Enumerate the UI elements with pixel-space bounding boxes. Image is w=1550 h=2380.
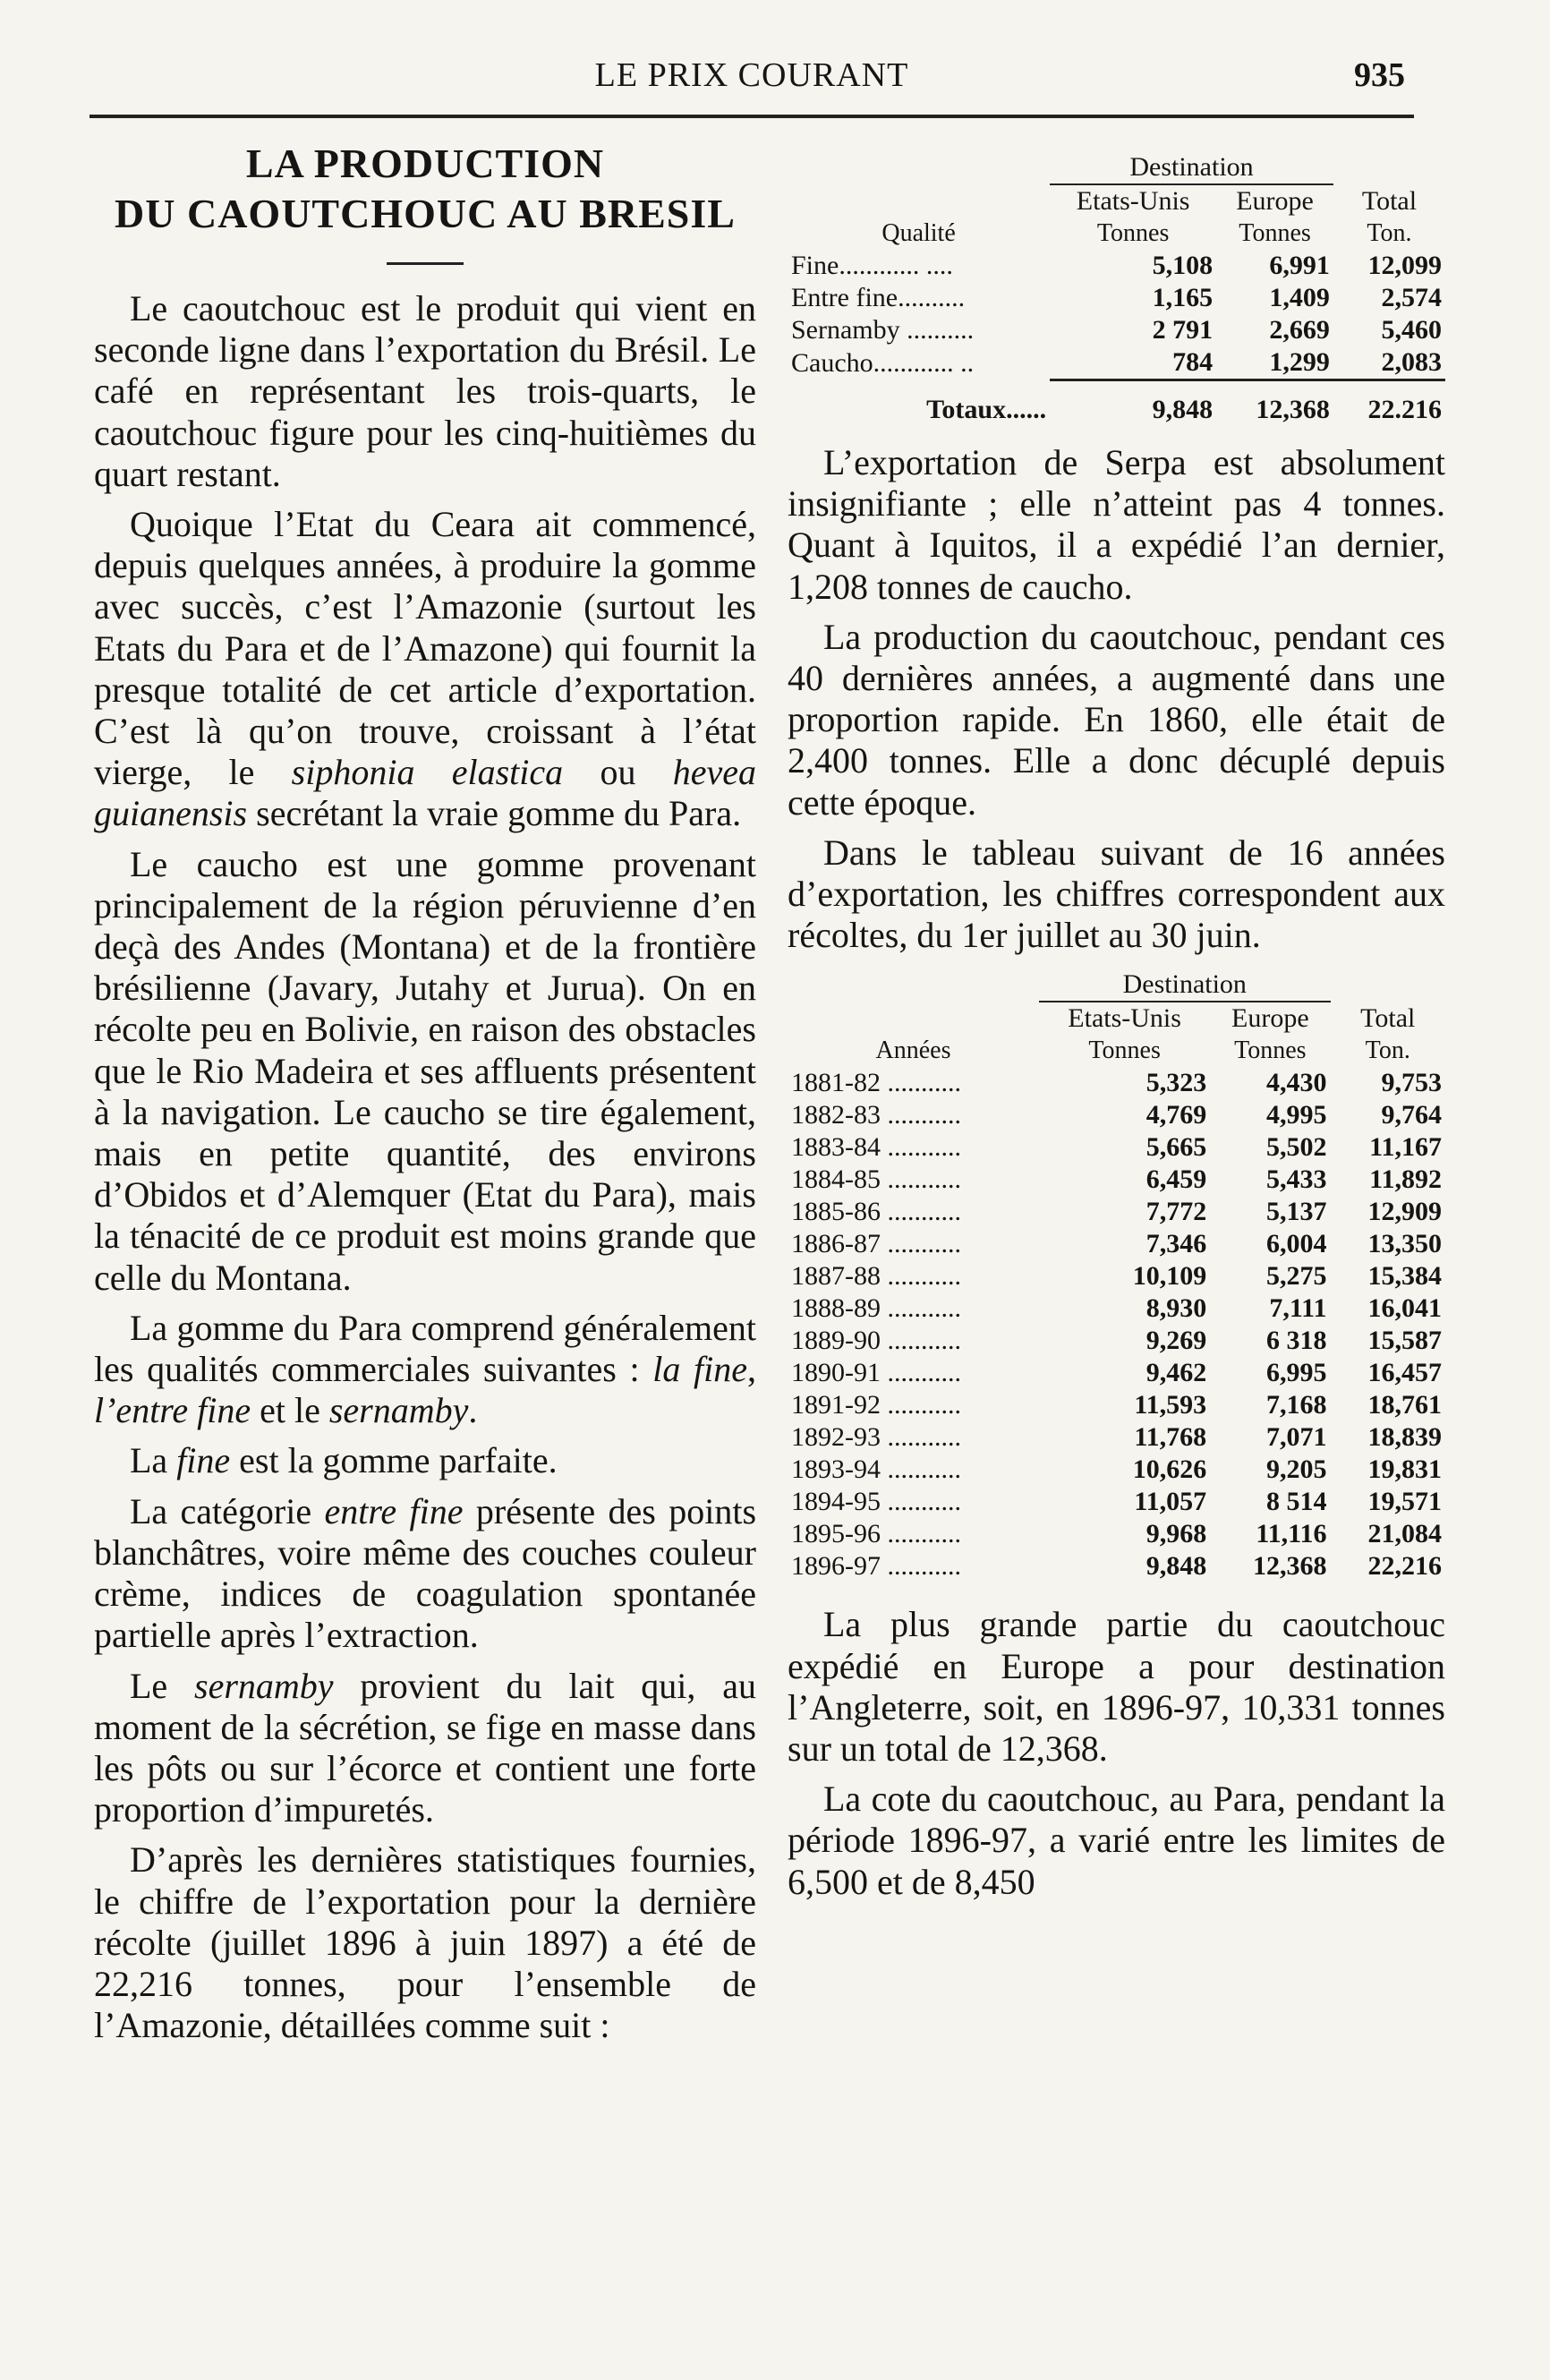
col-header-total: Total: [1361, 185, 1418, 216]
cell-total: 16,041: [1367, 1293, 1442, 1324]
cell-total: 12,099: [1367, 251, 1442, 280]
cell-us: 784: [1172, 347, 1214, 377]
cell-us: 10,626: [1132, 1454, 1207, 1485]
cell-us: 9,269: [1145, 1326, 1207, 1356]
table-row: [788, 250, 1445, 282]
paragraph-4-text-c: et le: [251, 1390, 329, 1431]
cell-us: 9,968: [1145, 1519, 1207, 1549]
paragraph-6-italic: entre fine: [324, 1490, 464, 1531]
row-label: 1893-94 ...........: [791, 1454, 961, 1485]
cell-us: 7,346: [1145, 1229, 1207, 1259]
cell-us: 5,665: [1145, 1132, 1207, 1163]
cell-us: 11,057: [1134, 1487, 1207, 1517]
cell-europe: 5,275: [1266, 1261, 1327, 1292]
row-label: 1892-93 ...........: [791, 1422, 961, 1453]
paragraph-4-italic-3: sernamby: [328, 1390, 469, 1431]
col-header-us: Etats-Unis: [1050, 184, 1216, 218]
cell-total: 16,457: [1367, 1358, 1442, 1388]
cell-europe: 6,004: [1266, 1229, 1327, 1259]
table-rule: [788, 380, 1445, 388]
unit-us: Tonnes: [1088, 1036, 1161, 1065]
row-label: 1896-97 ...........: [791, 1551, 961, 1582]
table-row: [788, 1067, 1445, 1099]
yearly-export-table: [788, 968, 1445, 1582]
cell-total: 21,084: [1367, 1519, 1442, 1549]
cell-europe: 2,669: [1269, 315, 1330, 345]
cell-europe: 8 514: [1266, 1487, 1327, 1517]
table-row: [788, 1164, 1445, 1196]
paragraph-4-text-b: ,: [747, 1349, 757, 1390]
row-label: Sernamby ..........: [791, 315, 975, 345]
paragraph-2-text-c: secrétant la vraie gomme du Para.: [247, 793, 742, 834]
cell-europe: 1,299: [1269, 347, 1330, 377]
cell-us: 10,109: [1132, 1261, 1207, 1292]
title-rule: [387, 262, 464, 265]
cell-europe: 5,433: [1266, 1164, 1327, 1195]
row-label: 1890-91 ...........: [791, 1358, 961, 1388]
paragraph-12: La plus grande partie du caoutchouc expédié en Europe a pour destination l’Angleterre, soit, en 1896-97, 10,331 tonnes sur un total de 12,368.: [788, 1604, 1445, 1770]
paragraph-5-italic: fine: [176, 1440, 231, 1481]
article-title-line-1: LA PRODUCTION: [245, 141, 605, 186]
col-header-europe: Europe: [1216, 184, 1333, 218]
row-label: 1885-86 ...........: [791, 1197, 961, 1227]
unit-europe: Tonnes: [1234, 1036, 1307, 1065]
cell-us: 8,930: [1145, 1293, 1207, 1324]
table-units-row: [788, 218, 1445, 250]
cell-total: 9,764: [1381, 1100, 1442, 1130]
row-label: Entre fine..........: [791, 283, 966, 312]
cell-us: 11,768: [1134, 1422, 1207, 1453]
paragraph-2-text-a: Quoique l’Etat du Ceara ait commencé, depuis quelques années, à produire la gomme avec succès, c’est l’Amazonie (surtout les Etats du Para et de l’Amazone) qui fournit la presque totalité de cet article d’exportation. C’est là qu’on trouve, croissant à l’état vierge, le: [94, 504, 756, 793]
paragraph-7: [94, 1666, 756, 1831]
table-caption-row: [788, 151, 1445, 184]
unit-total: Ton.: [1365, 1036, 1410, 1065]
paragraph-8: D’après les dernières statistiques fournies, le chiffre de l’exportation pour la dernière récolte (juillet 1896 à juin 1897) a été de 22,216 tonnes, pour l’ensemble de l’Amazonie, détaillées comme suit :: [94, 1839, 756, 2046]
cell-total: 19,571: [1367, 1487, 1442, 1517]
table-row: [788, 1389, 1445, 1421]
row-label: 1881-82 ...........: [791, 1068, 961, 1098]
cell-europe: 6 318: [1266, 1326, 1327, 1356]
paragraph-4-italic-1: la fine: [652, 1349, 748, 1390]
paragraph-6: [94, 1491, 756, 1657]
row-label: 1888-89 ...........: [791, 1293, 961, 1324]
cell-us: 6,459: [1145, 1164, 1207, 1195]
cell-europe: 4,430: [1266, 1068, 1327, 1098]
paragraph-5: [94, 1440, 756, 1481]
cell-total: 2,574: [1381, 283, 1442, 312]
article-title: [94, 139, 756, 239]
totals-label: Totaux......: [926, 395, 1047, 424]
cell-total: 11,892: [1369, 1164, 1442, 1195]
unit-us: Tonnes: [1096, 219, 1170, 247]
paragraph-2-text-b: ou: [563, 752, 673, 793]
cell-us: 9,848: [1145, 1551, 1207, 1582]
left-column: [94, 139, 756, 2046]
totals-us: 9,848: [1152, 395, 1214, 424]
paragraph-11: Dans le tableau suivant de 16 années d’exportation, les chiffres correspondent aux récoltes, du 1er juillet au 30 juin.: [788, 832, 1445, 956]
table-row: [788, 1099, 1445, 1131]
cell-europe: 6,995: [1266, 1358, 1327, 1388]
row-label: 1884-85 ...........: [791, 1164, 961, 1195]
table-row: [788, 1260, 1445, 1292]
destination-caption: Destination: [1122, 969, 1247, 1000]
table-row: [788, 1196, 1445, 1228]
cell-total: 19,831: [1367, 1454, 1442, 1485]
table-row: [788, 1228, 1445, 1260]
row-label: 1891-92 ...........: [791, 1390, 961, 1420]
cell-total: 18,839: [1367, 1422, 1442, 1453]
page-number: 935: [1354, 56, 1405, 94]
totals-europe: 12,368: [1256, 395, 1330, 424]
paragraph-5-text-a: La: [130, 1440, 177, 1481]
paragraph-3: Le caucho est une gomme provenant principalement de la région péruvienne d’en deçà des Andes (Montana) et de la frontière brésilienne (Javary, Jutahy et Jurua). On en récolte peu en Bolivie, en raison des obstacles que le Rio Madeira et ses affluents présentent à la navigation. Le caucho se tire également, mais en petite quantité, des environs d’Obidos et d’Alemquer (Etat du Para), mais la ténacité de ce produit est moins grande que celle du Montana.: [94, 843, 756, 1298]
table-row: [788, 1131, 1445, 1164]
row-label: 1882-83 ...........: [791, 1100, 961, 1130]
table-row: [788, 1454, 1445, 1486]
paragraph-4-text-a: La gomme du Para comprend généralement les qualités commerciales suivantes :: [94, 1307, 756, 1390]
cell-europe: 12,368: [1253, 1551, 1327, 1582]
table-row: [788, 282, 1445, 314]
paragraph-10: La production du caoutchouc, pendant ces 40 dernières années, a augmenté dans une proportion rapide. En 1860, elle était de 2,400 tonnes. Elle a donc décuplé depuis cette époque.: [788, 616, 1445, 823]
table-units-row: [788, 1035, 1445, 1067]
row-label: 1886-87 ...........: [791, 1229, 961, 1259]
paragraph-5-text-b: est la gomme parfaite.: [230, 1440, 558, 1481]
cell-europe: 11,116: [1256, 1519, 1327, 1549]
cell-total: 2,083: [1381, 347, 1442, 377]
row-header-quality: Qualité: [881, 219, 956, 247]
cell-europe: 7,168: [1266, 1390, 1327, 1420]
row-label: Fine............ ....: [791, 251, 953, 280]
cell-total: 9,753: [1381, 1068, 1442, 1098]
header-rule: [89, 115, 1414, 118]
paragraph-6-text-a: La catégorie: [130, 1490, 325, 1531]
cell-total: 13,350: [1367, 1229, 1442, 1259]
paragraph-2-italic-1: siphonia elastica: [291, 752, 564, 793]
paragraph-7-text-b: provient du lait qui, au moment de la sécrétion, se fige en masse dans les pôts ou sur l’écorce et contient une forte proportion d’impuretés.: [94, 1665, 757, 1830]
table-header-row: [788, 1002, 1445, 1035]
unit-total: Ton.: [1367, 219, 1412, 247]
row-header-years: Années: [875, 1036, 951, 1065]
cell-europe: 6,991: [1269, 251, 1330, 280]
cell-europe: 5,502: [1266, 1132, 1327, 1163]
row-label: 1894-95 ...........: [791, 1487, 961, 1517]
destination-caption: Destination: [1129, 152, 1254, 182]
cell-europe: 7,071: [1266, 1422, 1327, 1453]
cell-us: 11,593: [1134, 1390, 1207, 1420]
totals-total: 22.216: [1367, 395, 1442, 424]
article-title-line-2: DU CAOUTCHOUC AU BRESIL: [115, 191, 736, 236]
table-row: [788, 1421, 1445, 1454]
cell-total: 11,167: [1369, 1132, 1442, 1163]
cell-us: 7,772: [1145, 1197, 1207, 1227]
paragraph-1: Le caoutchouc est le produit qui vient en seconde ligne dans l’exportation du Brésil. Le café en représentant les trois-quarts, le caoutchouc figure pour les cinq-huitièmes du quart restant.: [94, 288, 756, 494]
cell-europe: 1,409: [1269, 283, 1330, 312]
cell-total: 18,761: [1367, 1390, 1442, 1420]
right-column: [788, 139, 1445, 1903]
col-header-europe: Europe: [1210, 1002, 1330, 1035]
paragraph-13: La cote du caoutchouc, au Para, pendant la période 1896-97, a varié entre les limites de 6,500 et de 8,450: [788, 1779, 1445, 1902]
row-label: 1895-96 ...........: [791, 1519, 961, 1549]
quality-table: [788, 151, 1445, 426]
paragraph-4-italic-2: l’entre fine: [94, 1390, 251, 1431]
table-row: [788, 346, 1445, 380]
paragraph-9: L’exportation de Serpa est absolument insignifiante ; elle n’atteint pas 4 tonnes. Quant à Iquitos, il a expédié l’an dernier, 1,208 tonnes de caucho.: [788, 442, 1445, 607]
cell-us: 2 791: [1152, 315, 1214, 345]
col-header-total: Total: [1360, 1002, 1416, 1033]
cell-total: 5,460: [1381, 315, 1442, 345]
paragraph-2-italic-2: hevea guianensis: [94, 752, 756, 834]
table-row: [788, 1292, 1445, 1325]
totals-row: [788, 387, 1445, 426]
cell-europe: 7,111: [1269, 1293, 1327, 1324]
table-row: [788, 1486, 1445, 1518]
table-caption-row: [788, 968, 1445, 1002]
paragraph-4-text-d: .: [468, 1390, 478, 1431]
paragraph-2: [94, 504, 756, 835]
cell-us: 9,462: [1145, 1358, 1207, 1388]
cell-us: 5,108: [1152, 251, 1214, 280]
table-row: [788, 1357, 1445, 1389]
running-title: LE PRIX COURANT: [594, 56, 909, 94]
cell-total: 12,909: [1367, 1197, 1442, 1227]
unit-europe: Tonnes: [1239, 219, 1311, 247]
row-label: 1889-90 ...........: [791, 1326, 961, 1356]
cell-total: 15,587: [1367, 1326, 1442, 1356]
running-head: [89, 55, 1414, 100]
cell-us: 4,769: [1145, 1100, 1207, 1130]
cell-europe: 5,137: [1266, 1197, 1327, 1227]
table-row: [788, 1550, 1445, 1582]
paragraph-6-text-b: présente des points blanchâtres, voire même des couches couleur crème, indices de coagulation spontanée partielle après l’extraction.: [94, 1490, 757, 1656]
cell-total: 15,384: [1367, 1261, 1442, 1292]
paragraph-7-text-a: Le: [130, 1665, 195, 1706]
cell-us: 1,165: [1152, 283, 1214, 312]
table-header-row: [788, 184, 1445, 218]
paragraph-7-italic: sernamby: [194, 1665, 334, 1706]
paragraph-4: [94, 1308, 756, 1432]
cell-europe: 4,995: [1266, 1100, 1327, 1130]
table-row: [788, 1325, 1445, 1357]
table-row: [788, 314, 1445, 346]
row-label: Caucho............ ..: [791, 347, 975, 378]
row-label: 1883-84 ...........: [791, 1132, 961, 1163]
row-label: 1887-88 ...........: [791, 1261, 961, 1292]
cell-total: 22,216: [1367, 1551, 1442, 1582]
col-header-us: Etats-Unis: [1039, 1002, 1210, 1035]
cell-europe: 9,205: [1266, 1454, 1327, 1485]
cell-us: 5,323: [1145, 1068, 1207, 1098]
table-row: [788, 1518, 1445, 1550]
